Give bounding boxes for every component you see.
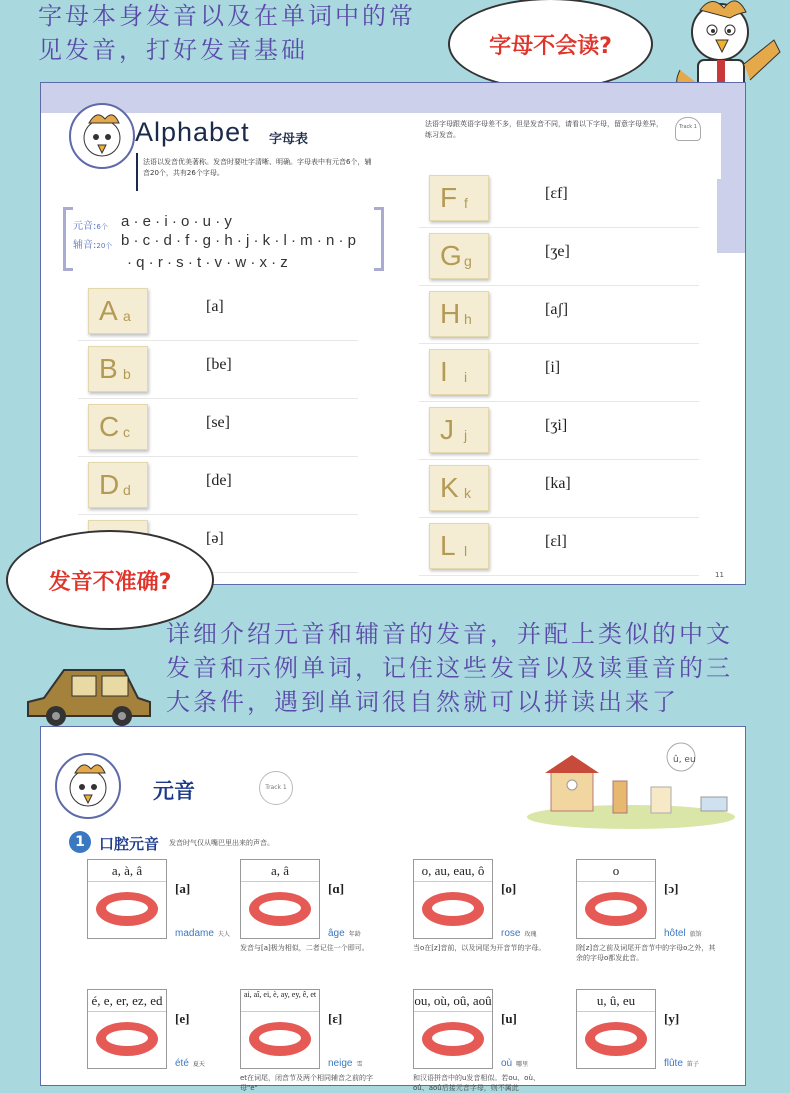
rooster-face-icon [71, 105, 133, 167]
letter-upper: G [440, 240, 462, 271]
letter-card[interactable] [429, 465, 489, 511]
mouth-diagram-card [87, 989, 167, 1069]
letter-upper: J [440, 414, 454, 445]
vowel-letters: a, à, â [88, 860, 166, 882]
letter-lower: a [123, 308, 131, 324]
example-meaning: 笛子 [686, 1061, 699, 1068]
mouth-lips-icon [249, 892, 311, 926]
bracket-right [374, 207, 384, 271]
track-label-2: Track 1 [265, 784, 287, 791]
example-word-row [501, 1051, 528, 1070]
vowel-page [40, 726, 746, 1092]
example-word: neige [328, 1058, 353, 1069]
row-divider [78, 514, 358, 515]
letter-card[interactable] [88, 404, 148, 450]
letter-card[interactable] [88, 288, 148, 334]
letter-ipa: [ə] [206, 530, 224, 547]
mouth-lips-icon [585, 892, 647, 926]
example-meaning: 夏天 [192, 1061, 205, 1068]
right-intro-text: 法语字母跟英语字母差不多，但是发音不同，请看以下字母，留意字母差异，练习发音。 [425, 120, 663, 139]
vowel-letters: é, e, er, ez, ed [88, 990, 166, 1012]
letter-ipa: [ka] [545, 475, 571, 492]
bracket-left [63, 207, 73, 271]
mid-caption-line1: 详细介绍元音和辅音的发音，并配上类似的中文 [166, 620, 733, 648]
scene-label: û, eu [673, 755, 696, 765]
speech-bubble-mid [6, 530, 214, 630]
letter-ipa: [aʃ] [545, 301, 569, 318]
mouth-diagram-card [413, 859, 493, 939]
example-word: âge [328, 928, 345, 939]
example-meaning: 夫人 [217, 931, 230, 938]
letter-lower: i [464, 369, 468, 385]
letter-lower: c [123, 424, 130, 440]
letter-ipa: [ɛf] [545, 185, 568, 202]
letter-upper: F [440, 182, 458, 213]
vowel-page-title: 元音 [153, 779, 195, 803]
consonant-list-2: · q · r · s · t · v · w · x · z [127, 254, 288, 271]
example-meaning: 年龄 [348, 931, 361, 938]
vowel-letters: u, û, eu [577, 990, 655, 1012]
example-meaning: 雪 [356, 1061, 363, 1068]
letter-ipa: [i] [545, 359, 561, 376]
letter-ipa: [ɛl] [545, 533, 567, 550]
top-caption-line2: 见发音，打好发音基础 [38, 36, 308, 64]
pronunciation-note: et在词尾，闭音节及两个相同辅音之前的字母"e" [240, 1074, 374, 1092]
mouth-lips-icon [96, 1022, 158, 1056]
letter-card[interactable] [429, 349, 489, 395]
example-word-row [175, 1051, 205, 1070]
speech-bubble-top [448, 0, 653, 90]
letter-lower: d [123, 482, 131, 498]
example-word: rose [501, 928, 521, 939]
letter-upper: D [99, 469, 120, 500]
mascot-badge [69, 103, 135, 169]
bubble-mid-text: 发音不准确? [48, 569, 172, 595]
letter-card[interactable] [88, 346, 148, 392]
letter-lower: b [123, 366, 131, 382]
letter-card[interactable] [429, 523, 489, 569]
row-divider [419, 459, 699, 460]
rooster-face-icon-2 [57, 755, 119, 817]
row-divider [78, 340, 358, 341]
letter-ipa: [ʒi] [545, 417, 568, 434]
letter-lower: j [464, 427, 468, 443]
example-word-row [664, 1051, 699, 1070]
letter-upper: L [440, 530, 456, 561]
page-number: 11 [715, 571, 724, 579]
example-meaning: 玫瑰 [524, 931, 537, 938]
letter-upper: H [440, 298, 461, 329]
intro-text: 法语以发音优美著称。发音时要吐字清晰、明确。字母表中有元音6个，辅音20个，共有26个字母。 [143, 158, 372, 177]
vowel-ipa: [ɛ] [328, 1011, 343, 1026]
vowel-list: a · e · i · o · u · y [121, 213, 232, 230]
bubble-top-text: 字母不会读? [489, 33, 612, 59]
mouth-diagram-card [240, 859, 320, 939]
vowel-letters: ou, où, oû, aoû [414, 990, 492, 1012]
vowel-letters: a, â [241, 860, 319, 882]
row-divider [419, 227, 699, 228]
vowel-ipa: [y] [664, 1011, 680, 1026]
example-word: été [175, 1058, 189, 1069]
example-word: où [501, 1058, 513, 1069]
example-word-row [664, 921, 702, 940]
example-word: flûte [664, 1058, 683, 1069]
example-word: hôtel [664, 928, 686, 939]
mouth-diagram-card [240, 989, 320, 1069]
letter-card[interactable] [429, 291, 489, 337]
vowel-letters: o [577, 860, 655, 882]
row-divider [419, 517, 699, 518]
letter-ipa: [se] [206, 414, 230, 431]
track-headphones-icon-2[interactable] [259, 771, 293, 805]
vowel-ipa: [u] [501, 1011, 517, 1026]
letter-upper: K [440, 472, 459, 503]
mouth-lips-icon [422, 892, 484, 926]
track-label: Track 1 [679, 124, 697, 130]
vowel-label: 元音:6个 [73, 221, 108, 232]
mouth-diagram-card [576, 859, 656, 939]
top-caption-line1: 字母本身发音以及在单词中的常 [38, 2, 416, 30]
vowel-ipa: [e] [175, 1011, 190, 1026]
page-title: Alphabet [135, 117, 250, 147]
vowel-ipa: [a] [175, 881, 191, 896]
consonant-label: 辅音:20个 [73, 240, 113, 251]
row-divider [78, 398, 358, 399]
pronunciation-note: 和汉语拼音中的u发音相似。若ou、où、oû、aoû后接元音字母，则不属此 [413, 1074, 540, 1092]
vowel-ipa: [ɑ] [328, 881, 345, 896]
section-desc: 发音时气仅从嘴巴里出来的声音。 [169, 839, 274, 847]
row-divider [419, 575, 699, 576]
letter-ipa: [be] [206, 356, 232, 373]
letter-lower: g [464, 253, 472, 269]
letter-upper: B [99, 353, 118, 384]
vowel-ipa: [ɔ] [664, 881, 679, 896]
pronunciation-note: 除[z]音之前及词尾开音节中的字母o之外，其余的字母o都发此音。 [576, 944, 716, 962]
intro-divider [136, 153, 138, 191]
row-divider [78, 456, 358, 457]
letter-card[interactable] [429, 407, 489, 453]
letter-ipa: [de] [206, 472, 232, 489]
row-divider [419, 285, 699, 286]
vowel-letters: o, au, eau, ô [414, 860, 492, 882]
example-word-row [175, 921, 230, 940]
letter-card[interactable] [88, 462, 148, 508]
consonant-list-1: b · c · d · f · g · h · j · k · l · m · n · p [121, 232, 357, 249]
page-side-band [717, 113, 745, 253]
example-word: madame [175, 928, 214, 939]
mid-caption-line3: 大条件，遇到单词很自然就可以拼读出来了 [166, 688, 679, 716]
letter-upper: I [440, 356, 448, 387]
letter-ipa: [a] [206, 298, 224, 315]
mascot-badge-2 [55, 753, 121, 819]
row-divider [419, 401, 699, 402]
mouth-diagram-card [87, 859, 167, 939]
row-divider [419, 343, 699, 344]
letter-lower: k [464, 485, 471, 501]
page-title-cn: 字母表 [269, 132, 309, 147]
pronunciation-note: 当o在[z]音前，以及词尾为开音节的字母。 [413, 944, 546, 952]
mouth-lips-icon [96, 892, 158, 926]
letter-card[interactable] [429, 175, 489, 221]
letter-card[interactable] [429, 233, 489, 279]
example-word-row [328, 1051, 362, 1070]
vowel-ipa: [o] [501, 881, 517, 896]
letter-lower: l [464, 543, 468, 559]
letter-lower: f [464, 195, 468, 211]
letter-lower: h [464, 311, 472, 327]
example-word-row [328, 921, 361, 940]
mouth-lips-icon [249, 1022, 311, 1056]
letter-upper: A [99, 295, 118, 326]
pronunciation-note: 发音与[a]极为相似，二者记住一个即可。 [240, 944, 369, 952]
letter-upper: C [99, 411, 120, 442]
section-number-badge: 1 [69, 831, 91, 853]
mid-caption-line2: 发音和示例单词，记住这些发音以及读重音的三 [166, 654, 733, 682]
example-meaning: 旅馆 [689, 931, 702, 938]
letter-ipa: [ʒe] [545, 243, 570, 260]
section-title: 口腔元音 [99, 835, 160, 853]
mouth-lips-icon [422, 1022, 484, 1056]
car-illustration-icon [24, 662, 154, 728]
mouth-lips-icon [585, 1022, 647, 1056]
mouth-diagram-card [413, 989, 493, 1069]
alphabet-page [40, 82, 746, 585]
page-header-band [41, 83, 745, 113]
example-word-row [501, 921, 536, 940]
vowel-letters: ai, aî, ei, è, ay, ey, ê, et [241, 990, 319, 1012]
mouth-diagram-card [576, 989, 656, 1069]
example-meaning: 哪里 [516, 1061, 529, 1068]
town-scene-illustration-icon [521, 741, 743, 833]
track-headphones-icon[interactable] [675, 117, 701, 141]
